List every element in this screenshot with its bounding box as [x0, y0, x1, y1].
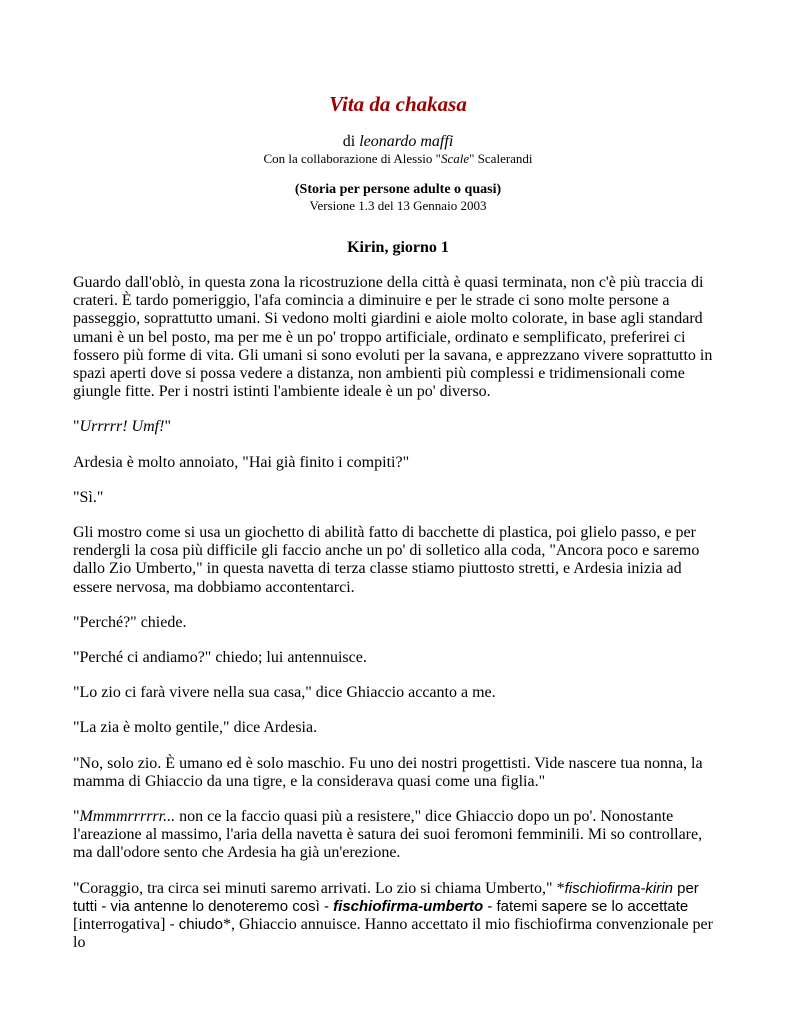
author-prefix: di — [342, 133, 360, 150]
author-line — [73, 133, 723, 151]
signature-kirin: fischiofirma-kirin — [564, 879, 673, 897]
italic-dialogue: Urrrrr! Umf! — [79, 418, 165, 436]
collab-prefix: Con la collaborazione di Alessio " — [263, 151, 441, 166]
paragraph-text: per tutti - via antenne lo denoteremo così - — [73, 879, 699, 915]
quote-open: " — [73, 418, 80, 436]
paragraph-text: *, Ghiaccio annuisce. Hanno accettato il mio fischiofirma convenzionale per lo — [73, 916, 713, 952]
italic-dialogue: Mmmmrrrrrr... — [79, 808, 176, 826]
paragraph: "Perché ci andiamo?" chiedo; lui antennuisce. — [73, 649, 367, 667]
paragraph — [73, 808, 723, 863]
paragraph: "Lo zio ci farà vivere nella sua casa," dice Ghiaccio accanto a me. — [73, 684, 496, 702]
signature-umberto: fischiofirma-umberto — [333, 897, 484, 915]
collab-suffix: " Scalerandi — [469, 151, 533, 166]
document-page — [73, 0, 723, 952]
paragraph: Gli mostro come si usa un giochetto di abilità fatto di bacchette di plastica, poi glielo passo, e per rendergli la cosa più difficile gli faccio anche un po' di solletico alla coda, "Ancora poco e saremo dallo Zio Umberto," in questa navetta di terza classe stiamo piuttosto stretti, e Ardesia inizia ad essere nervosa, ma dobbiamo accontentarci. — [73, 524, 700, 596]
paragraph: Ardesia è molto annoiato, "Hai già finito i compiti?" — [73, 453, 410, 471]
paragraph: "Sì." — [73, 488, 104, 506]
paragraph — [73, 880, 723, 953]
paragraph: "No, solo zio. È umano ed è solo maschio. Fu uno dei nostri progettisti. Vide nascere tua nonna, la mamma di Ghiaccio da una tigre, e la considerava quasi come una figlia." — [73, 754, 703, 790]
paragraph — [73, 418, 723, 436]
chapter-heading: Kirin, giorno 1 — [347, 239, 449, 256]
collab-nickname: Scale — [440, 151, 470, 166]
document-subtitle: (Storia per persone adulte o quasi) — [294, 182, 502, 197]
paragraph-text: non ce la faccio quasi più a resistere," dice Ghiaccio dopo un po'. Nonostante l'areazione al massimo, l'aria della navetta è satura dei suoi feromoni femminili. Mi so controllare, ma dall'odore sento che Ardesia ha già un'erezione. — [73, 808, 703, 862]
paragraph-text: - fatemi sapere se lo accettate — [483, 897, 689, 915]
quote-open: " — [73, 808, 80, 826]
version-line: Versione 1.3 del 13 Gennaio 2003 — [309, 198, 487, 213]
quote-close: " — [164, 418, 171, 436]
paragraph-text: [interrogativa] — [73, 916, 166, 934]
paragraph: Guardo dall'oblò, in questa zona la ricostruzione della città è quasi terminata, non c'è più traccia di crateri. È tardo pomeriggio, l'afa comincia a diminuire e per le strade ci sono molte persone a passeggio, soprattutto umani. Si vedono molti giardini e aiole molto colorate, in base agli standard umani è un bel posto, ma per me è un po' troppo artificiale, ordinato e semplificato, preferirei ci fossero più forme di vita. Gli umani si sono evoluti per la savana, e apprezzano vivere soprattutto in spazi aperti dove si possa vedere a distanza, non ambienti più complessi e tridimensionali come giungle fitte. Per i nostri istinti l'ambiente ideale è un po' diverso. — [73, 274, 713, 401]
paragraph-text: - chiudo — [165, 916, 223, 934]
collaboration-line — [73, 151, 723, 166]
paragraph: "Perché?" chiede. — [73, 613, 187, 631]
document-title: Vita da chakasa — [329, 92, 467, 116]
author-name: leonardo maffi — [359, 133, 454, 150]
paragraph-text: "Coraggio, tra circa sei minuti saremo arrivati. Lo zio si chiama Umberto," * — [73, 879, 565, 897]
paragraph: "La zia è molto gentile," dice Ardesia. — [73, 719, 318, 737]
